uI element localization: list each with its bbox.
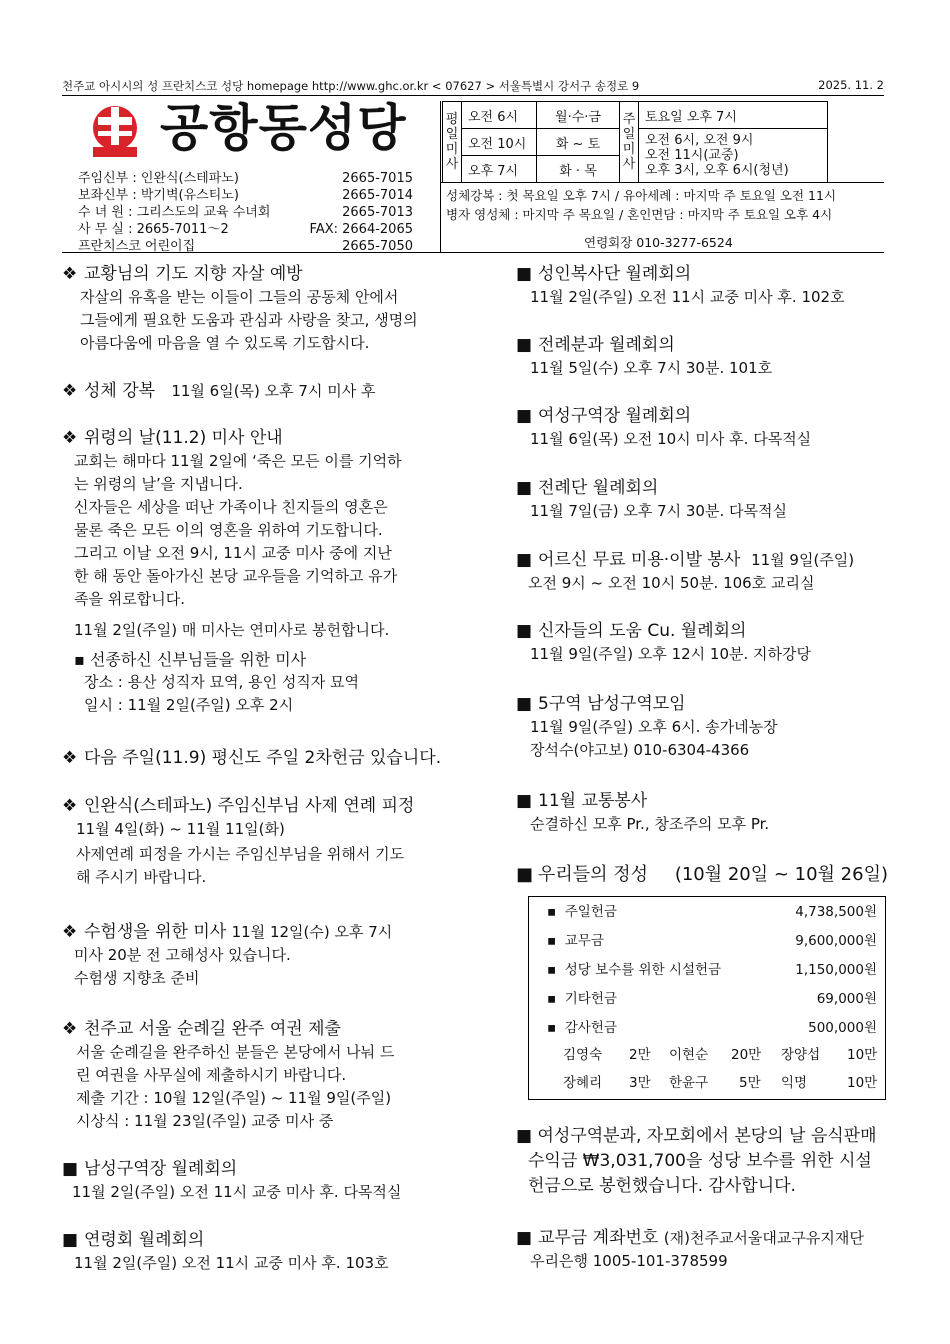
staff-role: 프란치스코 어린이집 [78, 239, 196, 254]
square-bullet-icon: ■ [516, 1126, 533, 1146]
section-title [516, 863, 888, 887]
notice-all-souls [62, 426, 402, 717]
offering-label: 주일헌금 [564, 904, 617, 920]
square-bullet-icon: ▪ [547, 933, 557, 949]
notice-funeral-committee-meeting [62, 1228, 389, 1275]
offering-amount: 9,600,000원 [795, 933, 877, 949]
header-info: 천주교 아시시의 성 프란치스코 성당 homepage http://www.ghc.or.kr < 07627 > 서울특별시 강서구 송정로 9 [62, 79, 640, 93]
square-bullet-icon: ■ [516, 335, 533, 355]
weekday-time: 오전 10시 [462, 129, 537, 156]
offering-row [547, 901, 877, 923]
body-line: 11월 6일(목) 오전 10시 미사 후. 다목적실 [530, 430, 812, 448]
body-line: 장소 : 용산 성직자 묘역, 용인 성직자 묘역 [84, 673, 360, 691]
notice-men-district-meeting [62, 1157, 401, 1204]
body-line: 11월 4일(화) ~ 11월 11일(화) [76, 820, 285, 838]
section-title-text: 연령회 월례회의 [84, 1230, 205, 1250]
body-line: 제출 기간 : 10월 12일(주일) ~ 11월 9일(주일) [76, 1089, 392, 1107]
header-bottom-rule [62, 252, 884, 253]
notice-text: 수익금 ₩3,031,700을 성당 보수를 위한 시설 [528, 1151, 872, 1171]
notice-women-district-meeting [516, 404, 811, 451]
body-line: 11월 7일(금) 오후 7시 30분. 다목적실 [530, 502, 787, 520]
weekday-time: 오후 7시 [462, 156, 537, 183]
section-inline: 11월 12일(수) 오후 7시 [231, 923, 393, 941]
notice-line [516, 1124, 877, 1149]
body-line: 서울 순례길을 완주하신 분들은 본당에서 나눠 드 [76, 1043, 395, 1061]
notice-district-5 [516, 692, 778, 762]
staff-role: 수 녀 원 : 그리스도의 교육 수녀회 [78, 205, 271, 220]
square-bullet-icon: ■ [516, 694, 533, 714]
donor-name: 이현순 [669, 1047, 709, 1063]
body-line: 린 여권을 사무실에 제출하시기 바랍니다. [76, 1066, 347, 1084]
diamond-bullet-icon: ❖ [62, 748, 78, 768]
offering-label: 교무금 [564, 933, 604, 949]
notice-text: 여성구역분과, 자모회에서 본당의 날 음식판매 [537, 1126, 877, 1146]
notice-offerings [516, 863, 888, 887]
square-bullet-icon: ■ [516, 478, 533, 498]
section-title-text: 수험생을 위한 미사 [84, 922, 227, 942]
notice-account [516, 1226, 864, 1273]
sunday-time: 토요일 오후 7시 [639, 102, 828, 129]
body-line: 한 해 동안 돌아가신 본당 교우들을 기억하고 유가 [74, 567, 398, 585]
donor-amount: 5만 [739, 1075, 761, 1091]
body-line: 수험생 지향초 준비 [74, 969, 200, 987]
diamond-bullet-icon: ❖ [62, 1019, 78, 1039]
diamond-bullet-icon: ❖ [62, 796, 78, 816]
donor-name: 장혜리 [563, 1075, 603, 1091]
notice-benediction [62, 379, 375, 403]
weekday-mass-label: 평일미사 [443, 102, 462, 183]
weekday-days: 월·수·금 [537, 102, 620, 129]
section-title-text: 교무금 계좌번호 [538, 1228, 659, 1248]
diamond-bullet-icon: ❖ [62, 922, 78, 942]
body-line: 11월 2일(주일) 매 미사는 연미사로 봉헌합니다. [74, 621, 390, 639]
weekday-days: 화 · 목 [537, 156, 620, 183]
square-bullet-icon: ▪ [547, 991, 557, 1007]
section-title-text: 다음 주일(11.9) 평신도 주일 2차헌금 있습니다. [84, 748, 442, 768]
bulletin-date: 2025. 11. 2 [818, 78, 884, 92]
sub-title-text: 선종하신 신부님들을 위한 미사 [89, 650, 307, 669]
donor-amount: 2만 [629, 1047, 651, 1063]
weekday-time: 오전 6시 [462, 102, 537, 129]
section-title [62, 1228, 389, 1252]
offering-row [547, 1017, 877, 1039]
section-title [62, 794, 414, 818]
donor-name: 장양섭 [781, 1047, 821, 1063]
sunday-time: 오전 11시(교중) [645, 148, 739, 163]
body-line: 11월 9일(주일) 오후 6시. 송가네농장 [530, 718, 778, 736]
body-line: 일시 : 11월 2일(주일) 오후 2시 [84, 696, 294, 714]
staff-phone: FAX: 2664-2065 [309, 222, 413, 237]
notice-text: 헌금으로 봉헌했습니다. 감사합니다. [528, 1176, 796, 1196]
sunday-times [639, 129, 828, 183]
schedule-rule [440, 182, 884, 183]
staff-phone: 2665-7015 [342, 171, 413, 186]
weekday-days: 화 ~ 토 [537, 129, 620, 156]
staff-row [78, 187, 413, 204]
staff-role: 보좌신부 : 박기벽(유스티노) [78, 188, 239, 203]
section-inline: (10월 20일 ~ 10월 26일) [674, 864, 888, 885]
section-title [516, 548, 854, 572]
notice-pilgrimage-passport [62, 1017, 394, 1133]
body-line: 오전 9시 ~ 오전 10시 50분. 106호 교리실 [528, 574, 815, 592]
notice-pastor-retreat [62, 794, 414, 889]
section-title [62, 379, 375, 403]
staff-list [78, 170, 413, 255]
body-line: 족을 위로합니다. [74, 590, 185, 608]
offering-label: 감사헌금 [564, 1020, 617, 1036]
section-title [62, 746, 441, 770]
section-title [62, 1157, 401, 1181]
notice-pope-intention [62, 262, 418, 355]
staff-phone: 2665-7014 [342, 188, 413, 203]
square-bullet-icon: ■ [516, 1228, 533, 1248]
body-line: 11월 2일(주일) 오전 11시 교중 미사 후. 102호 [530, 288, 845, 306]
staff-row [78, 170, 413, 187]
parish-name: 공항동성당 [160, 99, 407, 157]
body-line: 자살의 유혹을 받는 이들이 그들의 공동체 안에서 [80, 288, 399, 306]
notice-traffic-service [516, 789, 769, 836]
account-number: 우리은행 1005-101-378599 [530, 1252, 728, 1270]
staff-row [78, 221, 413, 238]
body-line: 그리고 이날 오전 9시, 11시 교중 미사 중에 지난 [74, 544, 392, 562]
section-title-text: 5구역 남성구역모임 [538, 694, 686, 714]
offering-amount: 500,000원 [808, 1020, 877, 1036]
section-inline: 11월 9일(주일) [751, 551, 855, 569]
section-title [516, 404, 811, 428]
body-line: 11월 5일(수) 오후 7시 30분. 101호 [530, 359, 773, 377]
body-line: 신자들은 세상을 떠난 가족이나 친지들의 영혼은 [74, 498, 388, 516]
funeral-committee-contact: 연령회장 010-3277-6524 [584, 235, 733, 250]
offering-amount: 1,150,000원 [795, 962, 877, 978]
body-line: 시상식 : 11월 23일(주일) 교중 미사 중 [76, 1112, 334, 1130]
body-line: 11월 9일(주일) 오후 12시 10분. 지하강당 [530, 645, 811, 663]
section-title [62, 426, 402, 450]
square-bullet-icon: ▪ [547, 1020, 557, 1036]
square-bullet-icon: ■ [62, 1159, 79, 1179]
header-line [62, 78, 884, 94]
parish-logo-icon [88, 103, 142, 157]
sub-title [74, 648, 402, 671]
sunday-mass-label: 주일미사 [620, 102, 639, 183]
section-inline: 11월 6일(목) 오후 7시 미사 후 [171, 382, 376, 400]
square-bullet-icon: ■ [516, 406, 533, 426]
staff-phone: 2665-7013 [342, 205, 413, 220]
notice-laity-sunday [62, 746, 441, 770]
body-line: 장석수(야고보) 010-6304-4366 [530, 741, 750, 759]
notice-altar-servers [516, 262, 845, 309]
body-line: 교회는 해마다 11월 2일에 ‘죽은 모든 이를 기억하 [74, 452, 402, 470]
body-line: 는 위령의 날’을 지냅니다. [74, 475, 243, 493]
notice-liturgy-team [516, 476, 787, 523]
diamond-bullet-icon: ❖ [62, 381, 78, 401]
donor-amount: 20만 [731, 1047, 762, 1063]
offering-label: 기타헌금 [564, 991, 617, 1007]
section-title-text: 성인복사단 월례회의 [538, 264, 692, 284]
notice-exam-mass [62, 920, 392, 990]
body-line: 11월 2일(주일) 오전 11시 교중 미사 후. 다목적실 [72, 1183, 402, 1201]
offering-row [547, 930, 877, 952]
section-title [516, 1226, 864, 1250]
section-title [516, 619, 811, 643]
staff-row [78, 204, 413, 221]
section-title-text: 교황님의 기도 지향 자살 예방 [84, 264, 303, 284]
notice-food-sale [516, 1124, 877, 1199]
section-title [516, 333, 772, 357]
header-divider [440, 101, 441, 252]
sunday-time: 오전 6시, 오전 9시 [645, 133, 754, 148]
schedule-note: 병자 영성체 : 마지막 주 목요일 / 혼인면담 : 마지막 주 토요일 오후 4시 [446, 207, 833, 222]
section-title-text: 우리들의 정성 [538, 864, 649, 885]
schedule-notes [446, 186, 836, 224]
notice-liturgy-committee [516, 333, 772, 380]
section-title-text: 11월 교통봉사 [538, 791, 648, 811]
square-bullet-icon: ■ [516, 264, 533, 284]
body-line: 해 주시기 바랍니다. [76, 868, 207, 886]
section-title-text: 전례분과 월례회의 [538, 335, 675, 355]
square-bullet-icon: ▪ [547, 962, 557, 978]
section-title [62, 920, 392, 944]
staff-role: 주임신부 : 인완식(스테파노) [78, 171, 239, 186]
section-inline: (재)천주교서울대교구유지재단 [663, 1229, 864, 1247]
section-title-text: 성체 강복 [84, 381, 156, 401]
square-bullet-icon: ■ [516, 864, 534, 885]
mass-schedule-table [442, 101, 828, 183]
donor-name: 익명 [781, 1075, 808, 1091]
square-bullet-icon: ■ [62, 1230, 79, 1250]
donor-amount: 3만 [629, 1075, 651, 1091]
offering-row [547, 988, 877, 1010]
schedule-note: 성체강복 : 첫 목요일 오후 7시 / 유아세례 : 마지막 주 토요일 오전 11시 [446, 188, 837, 203]
section-title [62, 1017, 394, 1041]
offering-amount: 69,000원 [816, 991, 877, 1007]
staff-phone: 2665-7050 [342, 239, 413, 254]
diamond-bullet-icon: ❖ [62, 264, 78, 284]
body-line: 미사 20분 전 고해성사 있습니다. [74, 946, 291, 964]
body-line: 아름다움에 마음을 열 수 있도록 기도합시다. [80, 334, 370, 352]
notice-free-haircut [516, 548, 854, 595]
section-title [516, 262, 845, 286]
diamond-bullet-icon: ❖ [62, 428, 78, 448]
section-title [516, 789, 769, 813]
square-bullet-icon: ■ [516, 550, 533, 570]
section-title [516, 692, 778, 716]
notice-credit-union [516, 619, 811, 666]
offering-label: 성당 보수를 위한 시설헌금 [564, 962, 722, 978]
section-title-text: 신자들의 도움 Cu. 월례회의 [538, 621, 747, 641]
body-line: 물론 죽은 모든 이의 영혼을 위하여 기도합니다. [74, 521, 383, 539]
section-title-text: 위령의 날(11.2) 미사 안내 [84, 428, 283, 448]
section-title-text: 인완식(스테파노) 주임신부님 사제 연례 피정 [84, 796, 415, 816]
section-title-text: 전례단 월례회의 [538, 478, 659, 498]
section-title [62, 262, 418, 286]
offerings-box [528, 896, 886, 1100]
donor-name: 한윤구 [669, 1075, 709, 1091]
section-title [516, 476, 787, 500]
donor-amount: 10만 [847, 1047, 878, 1063]
section-title-text: 어르신 무료 미용·이발 봉사 [538, 550, 741, 570]
donor-name: 김영숙 [563, 1047, 603, 1063]
donor-amount: 10만 [847, 1075, 878, 1091]
square-bullet-icon: ▪ [74, 650, 85, 669]
section-title-text: 천주교 서울 순례길 완주 여권 제출 [84, 1019, 341, 1039]
offering-row [547, 959, 877, 981]
section-title-text: 여성구역장 월례회의 [538, 406, 692, 426]
offering-amount: 4,738,500원 [795, 904, 877, 920]
square-bullet-icon: ■ [516, 621, 533, 641]
body-line: 사제연례 피정을 가시는 주임신부님을 위해서 기도 [76, 845, 405, 863]
square-bullet-icon: ■ [516, 791, 533, 811]
square-bullet-icon: ▪ [547, 904, 557, 920]
sunday-time: 오후 3시, 오후 6시(청년) [645, 163, 789, 178]
body-line: 11월 2일(주일) 오전 11시 교중 미사 후. 103호 [74, 1254, 389, 1272]
body-line: 순결하신 모후 Pr., 창조주의 모후 Pr. [530, 815, 770, 833]
section-title-text: 남성구역장 월례회의 [84, 1159, 238, 1179]
body-line: 그들에게 필요한 도움과 관심과 사랑을 찾고, 생명의 [80, 311, 418, 329]
staff-role: 사 무 실 : 2665-7011～2 [78, 222, 229, 237]
